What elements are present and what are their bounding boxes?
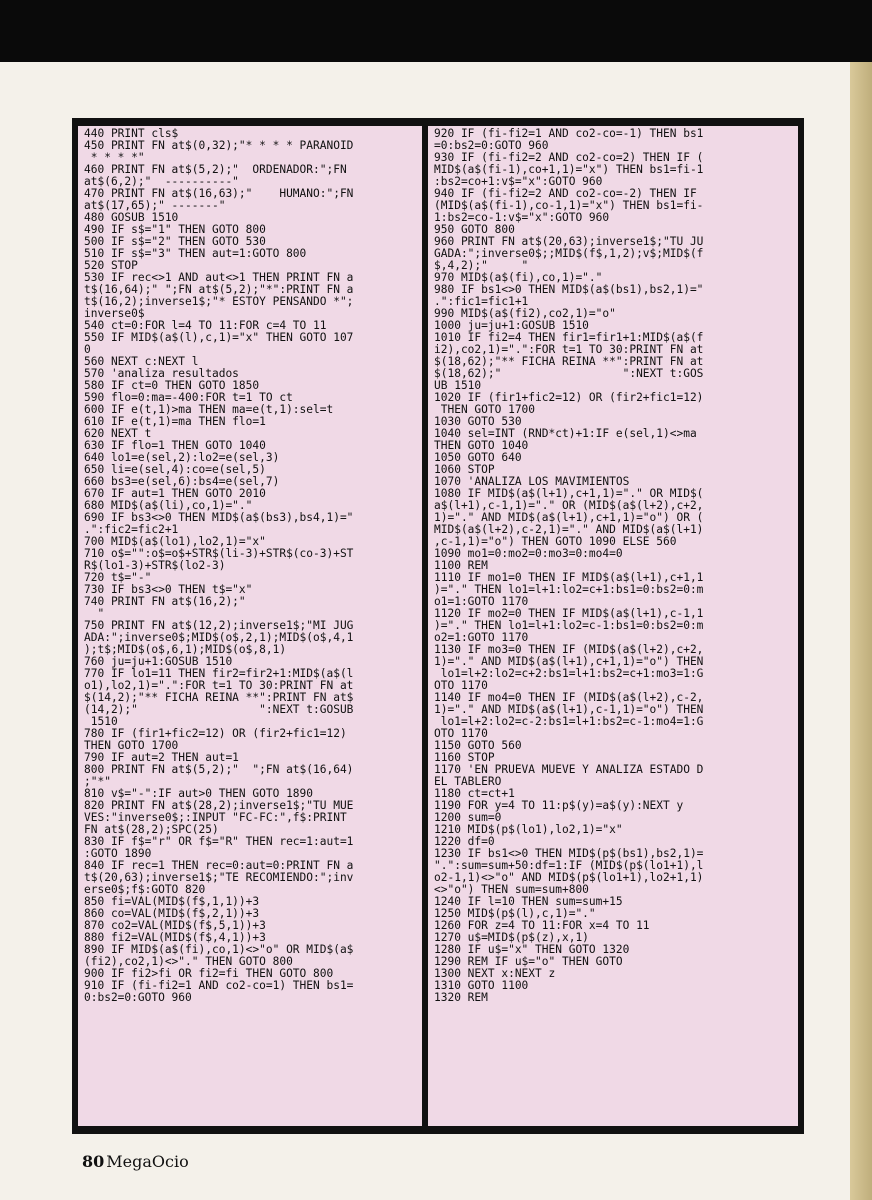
code-line: ADA:";inverse0$;MID$(o$,2,1);MID$(o$,4,1	[84, 631, 354, 644]
code-line: 480 GOSUB 1510	[84, 211, 179, 224]
code-line: );t$;MID$(o$,6,1);MID$(o$,8,1)	[84, 643, 287, 656]
code-line: 840 IF rec=1 THEN rec=0:aut=0:PRINT FN a	[84, 859, 354, 872]
code-line: o1),lo2,1)=".":FOR t=1 TO 30:PRINT FN at	[84, 679, 354, 692]
code-line: 980 IF bs1<>0 THEN MID$(a$(bs1),bs2,1)="	[434, 283, 704, 296]
code-line: 950 GOTO 800	[434, 223, 515, 236]
code-line: 670 IF aut=1 THEN GOTO 2010	[84, 487, 266, 500]
code-line: R$(lo1-3)+STR$(lo2-3)	[84, 559, 226, 572]
code-line: 470 PRINT FN at$(16,63);" HUMANO:";FN	[84, 187, 354, 200]
code-line: 1260 FOR z=4 TO 11:FOR x=4 TO 11	[434, 919, 650, 932]
code-line: 580 IF ct=0 THEN GOTO 1850	[84, 379, 260, 392]
facing-page-edge	[850, 62, 872, 1200]
code-line: 650 li=e(sel,4):co=e(sel,5)	[84, 463, 266, 476]
code-line: 900 IF fi2>fi OR fi2=fi THEN GOTO 800	[84, 967, 334, 980]
code-line: 1040 sel=INT (RND*ct)+1:IF e(sel,1)<>ma	[434, 427, 697, 440]
code-line: a$(l+1),c-1,1)="." OR (MID$(a$(l+2),c+2,	[434, 499, 704, 512]
code-line: erse0$;f$:GOTO 820	[84, 883, 206, 896]
code-line: 560 NEXT c:NEXT l	[84, 355, 199, 368]
code-line: 600 IF e(t,1)>ma THEN ma=e(t,1):sel=t	[84, 403, 334, 416]
code-line: t$(20,63);inverse1$;"TE RECOMIENDO:";inv	[84, 871, 354, 884]
code-line: 1070 'ANALIZA LOS MAVIMIENTOS	[434, 475, 630, 488]
code-line: * * * *"	[84, 151, 145, 164]
code-line: 1130 IF mo3=0 THEN IF (MID$(a$(l+2),c+2,	[434, 643, 704, 656]
code-line: ,c-1,1)="o") THEN GOTO 1090 ELSE 560	[434, 535, 677, 548]
code-line: 880 fi2=VAL(MID$(f$,4,1))+3	[84, 931, 266, 944]
code-line: 780 IF (fir1+fic2=12) OR (fir2+fic1=12)	[84, 727, 347, 740]
code-line: 610 IF e(t,1)=ma THEN flo=1	[84, 415, 266, 428]
code-line: 490 IF s$="1" THEN GOTO 800	[84, 223, 266, 236]
code-line: 1280 IF u$="x" THEN GOTO 1320	[434, 943, 630, 956]
code-line: EL TABLERO	[434, 775, 502, 788]
code-line: 1:bs2=co-1:v$="x":GOTO 960	[434, 211, 610, 224]
code-line: 1220 df=0	[434, 835, 495, 848]
code-line: 540 ct=0:FOR l=4 TO 11:FOR c=4 TO 11	[84, 319, 327, 332]
code-line: 860 co=VAL(MID$(f$,2,1))+3	[84, 907, 260, 920]
code-line: $(14,2);"** FICHA REINA **":PRINT FN at$	[84, 691, 354, 704]
code-line: .":fic1=fic1+1	[434, 295, 529, 308]
code-line: )="." THEN lo1=l+1:lo2=c+1:bs1=0:bs2=0:m	[434, 583, 704, 596]
code-line: )="." THEN lo1=l+1:lo2=c-1:bs1=0:bs2=0:m	[434, 619, 704, 632]
code-line: 790 IF aut=2 THEN aut=1	[84, 751, 239, 764]
code-line: (14,2);" ":NEXT t:GOSUB	[84, 703, 354, 716]
code-line: inverse0$	[84, 307, 145, 320]
code-line: "	[84, 607, 105, 620]
code-line: 830 IF f$="r" OR f$="R" THEN rec=1:aut=1	[84, 835, 354, 848]
code-line: OTO 1170	[434, 727, 488, 740]
code-line: 1510	[84, 715, 118, 728]
code-line: 590 flo=0:ma=-400:FOR t=1 TO ct	[84, 391, 293, 404]
code-line: ".":sum=sum+50:df=1:IF (MID$(p$(lo1+1),l	[434, 859, 704, 872]
code-line: 550 IF MID$(a$(l),c,1)="x" THEN GOTO 107	[84, 331, 354, 344]
code-line: 1320 REM	[434, 991, 488, 1004]
code-line: <>"o") THEN sum=sum+800	[434, 883, 589, 896]
code-line: 1120 IF mo2=0 THEN IF MID$(a$(l+1),c-1,1	[434, 607, 704, 620]
code-line: 1150 GOTO 560	[434, 739, 522, 752]
code-line: FN at$(28,2);SPC(25)	[84, 823, 219, 836]
code-line: 770 IF lo1=11 THEN fir2=fir2+1:MID$(a$(l	[84, 667, 354, 680]
code-line: 1090 mo1=0:mo2=0:mo3=0:mo4=0	[434, 547, 623, 560]
code-line: 570 'analiza resultados	[84, 367, 239, 380]
code-line: :GOTO 1890	[84, 847, 152, 860]
code-line: lo1=l+2:lo2=c-2:bs1=l+1:bs2=c-1:mo4=1:G	[434, 715, 704, 728]
code-line: 940 IF (fi-fi2=2 AND co2-co=-2) THEN IF	[434, 187, 697, 200]
code-line: .":fic2=fic2+1	[84, 523, 179, 536]
code-line: 930 IF (fi-fi2=2 AND co2-co=2) THEN IF (	[434, 151, 704, 164]
code-line: $(18,62);" ":NEXT t:GOS	[434, 367, 704, 380]
page-footer	[82, 1152, 189, 1171]
code-line: 0	[84, 343, 91, 356]
code-line: 440 PRINT cls$	[84, 127, 179, 140]
code-line: 740 PRINT FN at$(16,2);"	[84, 595, 246, 608]
code-line: 1)="." AND MID$(a$(l+1),c+1,1)="o") THEN	[434, 655, 704, 668]
code-line: lo1=l+2:lo2=c+2:bs1=l+1:bs2=c+1:mo3=1:G	[434, 667, 704, 680]
code-line: 1300 NEXT x:NEXT z	[434, 967, 556, 980]
code-line: 1000 ju=ju+1:GOSUB 1510	[434, 319, 589, 332]
code-line: 990 MID$(a$(fi2),co2,1)="o"	[434, 307, 616, 320]
code-line: :bs2=co+1:v$="x":GOTO 960	[434, 175, 603, 188]
code-line: 1210 MID$(p$(lo1),lo2,1)="x"	[434, 823, 623, 836]
code-line: 890 IF MID$(a$(fi),co,1)<>"o" OR MID$(a$	[84, 943, 354, 956]
code-line: 1230 IF bs1<>0 THEN MID$(p$(bs1),bs2,1)=	[434, 847, 704, 860]
code-line: 1110 IF mo1=0 THEN IF MID$(a$(l+1),c+1,1	[434, 571, 704, 584]
code-line: =0:bs2=0:GOTO 960	[434, 139, 549, 152]
code-line: 710 o$="":o$=o$+STR$(li-3)+STR$(co-3)+ST	[84, 547, 354, 560]
code-line: 910 IF (fi-fi2=1 AND co2-co=1) THEN bs1=	[84, 979, 354, 992]
code-line: o2-1,1)<>"o" AND MID$(p$(lo1+1),lo2+1,1)	[434, 871, 704, 884]
code-line: 1290 REM IF u$="o" THEN GOTO	[434, 955, 623, 968]
code-line: OTO 1170	[434, 679, 488, 692]
code-line: 500 IF s$="2" THEN GOTO 530	[84, 235, 266, 248]
code-line: 1170 'EN PRUEVA MUEVE Y ANALIZA ESTADO D	[434, 763, 704, 776]
code-line: 630 IF flo=1 THEN GOTO 1040	[84, 439, 266, 452]
code-line: 520 STOP	[84, 259, 138, 272]
code-line: 620 NEXT t	[84, 427, 152, 440]
code-line: at$(6,2);" ----------"	[84, 175, 239, 188]
code-line: ;"*"	[84, 775, 111, 788]
code-line: 1)="." AND MID$(a$(l+1),c+1,1)="o") OR (	[434, 511, 704, 524]
listing-right-column	[428, 126, 798, 1126]
code-line: 720 t$="-"	[84, 571, 152, 584]
code-line: 1160 STOP	[434, 751, 495, 764]
code-line: 640 lo1=e(sel,2):lo2=e(sel,3)	[84, 451, 280, 464]
listing-left-column	[78, 126, 422, 1126]
code-line: THEN GOTO 1700	[84, 739, 179, 752]
code-line: 510 IF s$="3" THEN aut=1:GOTO 800	[84, 247, 307, 260]
code-line: 1030 GOTO 530	[434, 415, 522, 428]
code-line: o2=1:GOTO 1170	[434, 631, 529, 644]
code-line: 1250 MID$(p$(l),c,1)="."	[434, 907, 596, 920]
code-line: 660 bs3=e(sel,6):bs4=e(sel,7)	[84, 475, 280, 488]
code-line: (fi2),co2,1)<>"." THEN GOTO 800	[84, 955, 293, 968]
code-line: 1140 IF mo4=0 THEN IF (MID$(a$(l+2),c-2,	[434, 691, 704, 704]
code-line: i2),co2,1)=".":FOR t=1 TO 30:PRINT FN at	[434, 343, 704, 356]
code-line: 1010 IF fi2=4 THEN fir1=fir1+1:MID$(a$(f	[434, 331, 704, 344]
magazine-name: MegaOcio	[106, 1152, 189, 1171]
code-line: 1310 GOTO 1100	[434, 979, 529, 992]
code-line: 1080 IF MID$(a$(l+1),c+1,1)="." OR MID$(	[434, 487, 704, 500]
code-line: 850 fi=VAL(MID$(f$,1,1))+3	[84, 895, 260, 908]
code-line: MID$(a$(fi-1),co+1,1)="x") THEN bs1=fi-1	[434, 163, 704, 176]
page-number: 80	[82, 1152, 105, 1171]
code-line: MID$(a$(l+2),c-2,1)="." AND MID$(a$(l+1)	[434, 523, 704, 536]
code-line: GADA:";inverse0$;;MID$(f$,1,2);v$;MID$(f	[434, 247, 704, 260]
code-line: 760 ju=ju+1:GOSUB 1510	[84, 655, 233, 668]
code-line: 750 PRINT FN at$(12,2);inverse1$;"MI JUG	[84, 619, 354, 632]
code-line: 1240 IF l=10 THEN sum=sum+15	[434, 895, 623, 908]
code-line: 1100 REM	[434, 559, 488, 572]
code-line: 1180 ct=ct+1	[434, 787, 515, 800]
code-line: 1020 IF (fir1+fic2=12) OR (fir2+fic1=12)	[434, 391, 704, 404]
code-line: 870 co2=VAL(MID$(f$,5,1))+3	[84, 919, 266, 932]
code-line: 460 PRINT FN at$(5,2);" ORDENADOR:";FN	[84, 163, 347, 176]
code-line: 820 PRINT FN at$(28,2);inverse1$;"TU MUE	[84, 799, 354, 812]
code-line: o1=1:GOTO 1170	[434, 595, 529, 608]
code-line: $(18,62);"** FICHA REINA **":PRINT FN at	[434, 355, 704, 368]
code-line: t$(16,2);inverse1$;"* ESTOY PENSANDO *";	[84, 295, 354, 308]
code-line: 690 IF bs3<>0 THEN MID$(a$(bs3),bs4,1)="	[84, 511, 354, 524]
code-line: 960 PRINT FN at$(20,63);inverse1$;"TU JU	[434, 235, 704, 248]
code-line: (MID$(a$(fi-1),co-1,1)="x") THEN bs1=fi-	[434, 199, 704, 212]
code-line: at$(17,65);" -------"	[84, 199, 226, 212]
code-line: $,4,2);" "	[434, 259, 529, 272]
code-line: 530 IF rec<>1 AND aut<>1 THEN PRINT FN a	[84, 271, 354, 284]
code-line: 1270 u$=MID$(p$(z),x,1)	[434, 931, 589, 944]
code-line: 450 PRINT FN at$(0,32);"* * * * PARANOID	[84, 139, 354, 152]
code-line: 0:bs2=0:GOTO 960	[84, 991, 192, 1004]
code-line: 680 MID$(a$(li),co,1)="."	[84, 499, 253, 512]
code-line: t$(16,64);" ";FN at$(5,2);"*":PRINT FN a	[84, 283, 354, 296]
code-line: 1)="." AND MID$(a$(l+1),c-1,1)="o") THEN	[434, 703, 704, 716]
code-line: 700 MID$(a$(lo1),lo2,1)="x"	[84, 535, 266, 548]
code-line: UB 1510	[434, 379, 482, 392]
code-line: VES:"inverse0$;:INPUT "FC-FC:",f$:PRINT	[84, 811, 347, 824]
code-line: 810 v$="-":IF aut>0 THEN GOTO 1890	[84, 787, 314, 800]
code-line: 1060 STOP	[434, 463, 495, 476]
code-line: 920 IF (fi-fi2=1 AND co2-co=-1) THEN bs1	[434, 127, 704, 140]
code-line: 1190 FOR y=4 TO 11:p$(y)=a$(y):NEXT y	[434, 799, 684, 812]
code-line: 800 PRINT FN at$(5,2);" ";FN at$(16,64)	[84, 763, 354, 776]
code-line: THEN GOTO 1700	[434, 403, 536, 416]
code-line: 1050 GOTO 640	[434, 451, 522, 464]
code-line: THEN GOTO 1040	[434, 439, 529, 452]
code-line: 1200 sum=0	[434, 811, 502, 824]
code-line: 970 MID$(a$(fi),co,1)="."	[434, 271, 603, 284]
code-line: 730 IF bs3<>0 THEN t$="x"	[84, 583, 253, 596]
